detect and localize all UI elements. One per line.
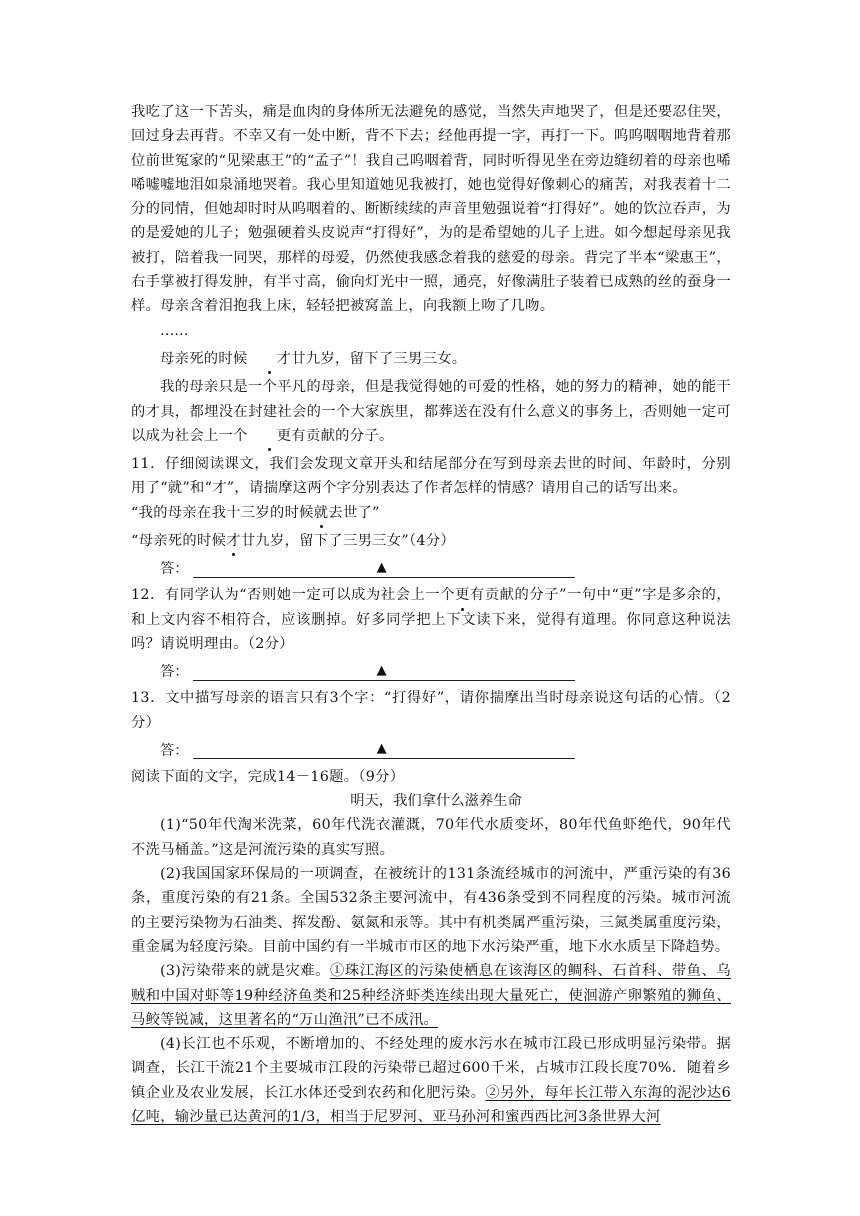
answer-line-13[interactable] bbox=[131, 735, 731, 765]
article-title: 明天，我们拿什么滋养生命 bbox=[350, 793, 522, 810]
emphasis-char: 才 bbox=[226, 529, 241, 553]
answer-label: 答： bbox=[160, 664, 189, 681]
underlined-sentence-1: ①珠江海区的污染使栖息在该海区的鲷科、石首科、带鱼、乌贼和中国对虾等19种经济鱼类和25种经济虾类连续出现大量死亡，使洄游产卵繁殖的狮鱼、马鲛等锐减，这里著名的“万山渔汛”已不成汛。 bbox=[131, 963, 731, 1028]
question-11-quote-2: “母亲死的时候才廿九岁，留下了三男三女”（4分） bbox=[131, 529, 731, 553]
emphasis-char: 就 bbox=[314, 501, 329, 525]
question-11-quote-1: “我的母亲在我十三岁的时候就去世了” bbox=[131, 501, 731, 525]
passage-paragraph-3: 我的母亲只是一个平凡的母亲，但是我觉得她的可爱的性格，她的努力的精神，她的能干的才具，都埋没在封建社会的一个大家族里，都葬送在没有什么意义的事务上，否则她一定可以成为社会上一个 更有贡献的分子。 bbox=[131, 375, 731, 448]
question-11: 11．仔细阅读课文，我们会发现文章开头和结尾部分在写到母亲去世的时间、年龄时，分别用了“就”和“才”，请揣摩这两个字分别表达了作者怎样的情感？请用自己的话写出来。 bbox=[131, 456, 731, 497]
article-paragraph-1: (1)“50年代淘米洗菜，60年代洗衣灌溉，70年代水质变坏，80年代鱼虾绝代，90年代不洗马桶盖。”这是河流污染的真实写照。 bbox=[131, 817, 731, 858]
triangle-marker-icon: ▲ bbox=[376, 741, 387, 757]
emphasis-char: 更 bbox=[455, 583, 470, 607]
question-13: 13．文中描写母亲的语言只有3个字：“打得好”，请你揣摩出当时母亲说这句话的心情。（2分） bbox=[131, 690, 731, 731]
ellipsis: …… bbox=[160, 322, 189, 339]
passage-paragraph-2: 母亲死的时候 才廿九岁，留下了三男三女。 bbox=[131, 347, 731, 371]
answer-label: 答： bbox=[160, 742, 189, 759]
triangle-marker-icon: ▲ bbox=[376, 662, 387, 678]
emphasis-char: 更 bbox=[248, 424, 292, 448]
triangle-marker-icon: ▲ bbox=[376, 559, 387, 575]
emphasis-char: 才 bbox=[248, 347, 292, 371]
article-paragraph-4: (4)长江也不乐观，不断增加的、不经处理的废水污水在城市江段已形成明显污染带。据调查，长江干流21个主要城市江段的污染带已超过600千米，占城市江段长度70%．随着乡镇企业及农业发展，长江水体还受到农药和化肥污染。②另外，每年长江带入东海的泥沙达6亿吨，输沙量已达黄河的1/3，相当于尼罗河、亚马孙河和蜜西西比河3条世界大河 bbox=[131, 1036, 731, 1125]
answer-blank[interactable] bbox=[193, 740, 575, 759]
article-paragraph-3: (3)污染带来的就是灾难。①珠江海区的污染使栖息在该海区的鲷科、石首科、带鱼、乌贼和中国对虾等19种经济鱼类和25种经济虾类连续出现大量死亡，使洄游产卵繁殖的狮鱼、马鲛等锐减，这里著名的“万山渔汛”已不成汛。 bbox=[131, 963, 731, 1028]
passage-paragraph-1: 我吃了这一下苦头，痛是血肉的身体所无法避免的感觉，当然失声地哭了，但是还要忍住哭，回过身去再背。不幸又有一处中断，背不下去；经他再提一字，再打一下。呜呜咽咽地背着那位前世冤家的“见梁惠王”的“孟子”！我自己呜咽着背，同时听得见坐在旁边缝纫着的母亲也唏唏嘘嘘地泪如泉涌地哭着。我心里知道她见我被打，她也觉得好像刺心的痛苦，对我表着十二分的同情，但她却时时从呜咽着的、断断续续的声音里勉强说着“打得好”。她的饮泣吞声，为的是爱她的儿子；勉强硬着头皮说声“打得好”，为的是希望她的儿子上进。如今想起母亲见我被打，陪着我一同哭，那样的母爱，仍然使我感念着我的慈爱的母亲。背完了半本“梁惠王”，右手掌被打得发肿，有半寸高，偷向灯光中一照，通亮，好像满肚子装着已成熟的丝的蚕身一样。母亲含着泪抱我上床，轻轻把被窝盖上，向我额上吻了几吻。 bbox=[131, 104, 731, 315]
answer-line-11[interactable] bbox=[131, 553, 731, 583]
answer-blank[interactable] bbox=[193, 662, 575, 681]
document-page bbox=[131, 100, 731, 1129]
question-12: 12．有同学认为“否则她一定可以成为社会上一个更有贡献的分子”一句中“更”字是多余的，和上文内容不相符合，应该删掉。好多同学把上下文读下来，觉得有道理。你同意这种说法吗？请说明理由。（2分） bbox=[131, 583, 731, 656]
answer-label: 答： bbox=[160, 561, 189, 578]
article-paragraph-2: (2)我国国家环保局的一项调查，在被统计的131条流经城市的河流中，严重污染的有36条，重度污染的有21条。全国532条主要河流中，有436条受到不同程度的污染。城市河流的主要污染物为石油类、挥发酚、氨氮和汞等。其中有机类属严重污染，三氮类属重度污染，重金属为轻度污染。目前中国约有一半城市市区的地下水污染严重，地下水水质呈下降趋势。 bbox=[131, 866, 731, 955]
answer-line-12[interactable] bbox=[131, 656, 731, 686]
answer-blank[interactable] bbox=[193, 559, 575, 578]
reading-instruction: 阅读下面的文字，完成14－16题。（9分） bbox=[131, 768, 405, 785]
underlined-sentence-2: ②另外，每年长江带入东海的泥沙达6亿吨，输沙量已达黄河的1/3，相当于尼罗河、亚马孙河和蜜西西比河3条世界大河 bbox=[131, 1084, 731, 1125]
